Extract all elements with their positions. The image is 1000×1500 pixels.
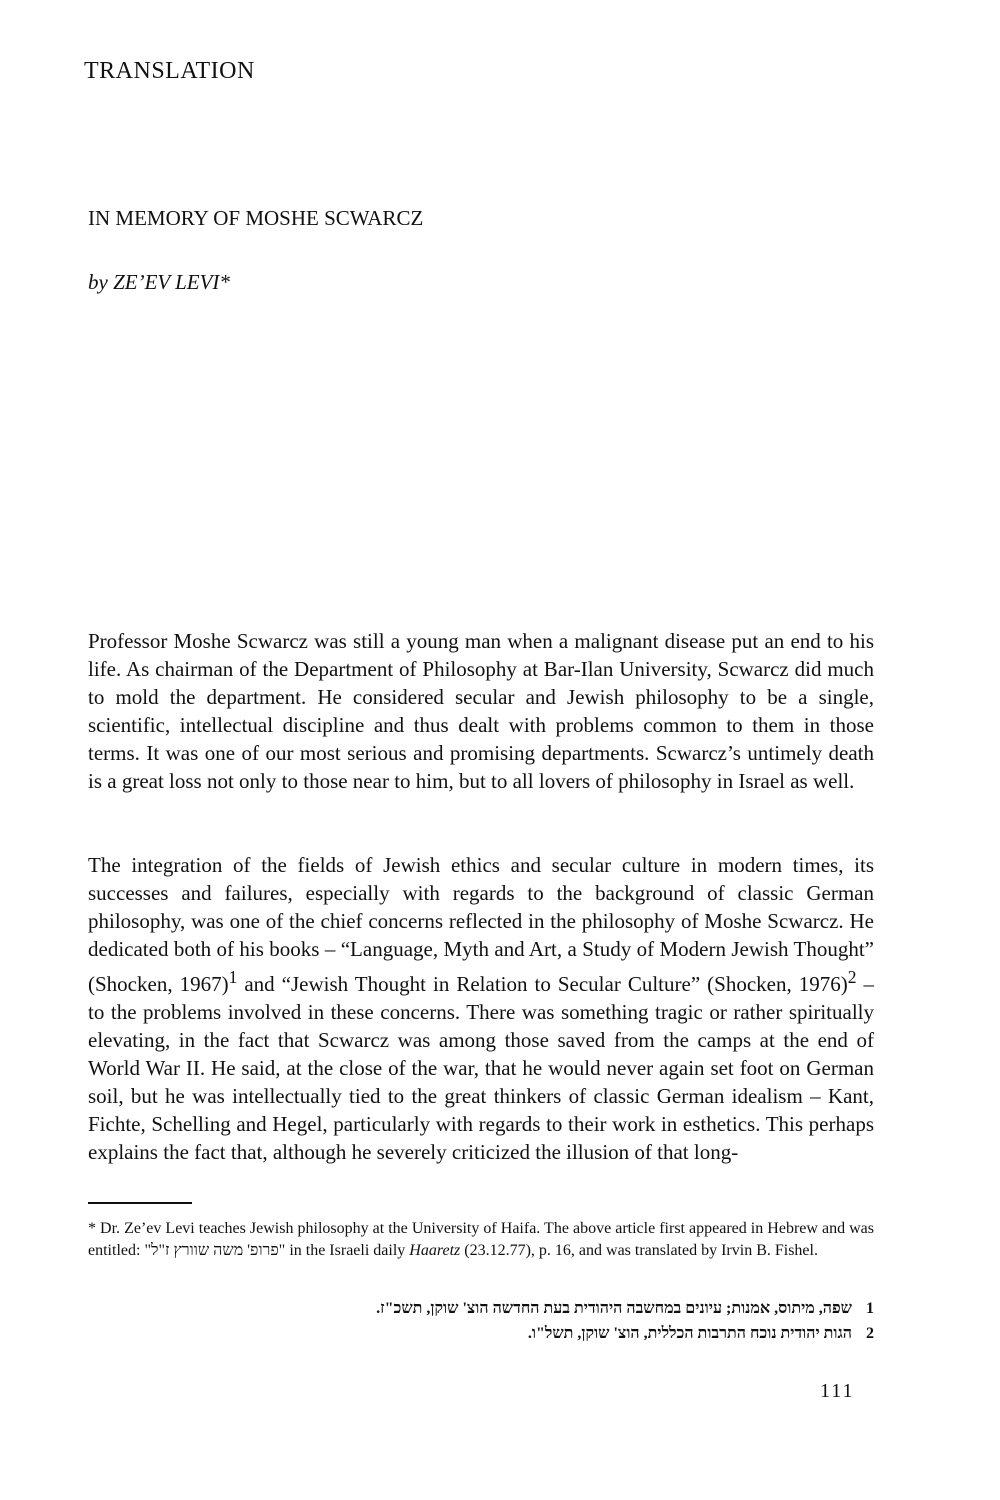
- author-footnote: [88, 1218, 874, 1262]
- hebrew-footnote-number: 2: [866, 1325, 874, 1342]
- page-number: 111: [820, 1380, 855, 1402]
- footnote-divider: [88, 1202, 192, 1204]
- hebrew-footnote-text: הגות יהודית נוכח התרבות הכללית, הוצ' שוקן, תשל"ו.: [527, 1325, 852, 1342]
- hebrew-title: "פרופ' משה שוורץ ז"ל": [144, 1242, 286, 1259]
- hebrew-footnote-number: 1: [866, 1300, 874, 1317]
- paragraph-text: and “Jewish Thought in Relation to Secular Culture” (Shocken, 1976): [237, 972, 848, 996]
- article-title: IN MEMORY OF MOSHE SCWARCZ: [88, 206, 424, 230]
- author-byline: by ZE’EV LEVI*: [88, 270, 230, 294]
- paragraph-text: The integration of the fields of Jewish ethics and secular culture in modern times, its successes and failures, especially with regards to the background of classic German philosophy, was one of the chief concerns reflected in the philosophy of Moshe Scwarcz. He dedicated both of his books – “Language, Myth and Art, a Study of Modern Jewish Thought” (Shocken, 1967): [88, 853, 874, 996]
- hebrew-footnote: [200, 1323, 874, 1345]
- footnote-marker: *: [88, 1220, 96, 1237]
- footnote-text: in the Israeli daily: [285, 1242, 410, 1259]
- paragraph-text: – to the problems involved in these concerns. There was something tragic or rather spiritually elevating, in the fact that Scwarcz was among those saved from the camps at the end of World War II. He said, at the close of the war, that he would never again set foot on German soil, but he was intellectually tied to the great thinkers of classic German idealism – Kant, Fichte, Schelling and Hegel, particularly with regards to their work in esthetics. This perhaps explains the fact that, although he severely criticized the illusion of that long-: [88, 972, 874, 1164]
- footnote-text: (23.12.77), p. 16, and was translated by Irvin B. Fishel.: [460, 1242, 818, 1259]
- hebrew-footnote-text: שפה, מיתוס, אמנות; עיונים במחשבה היהודית בעת החדשה הוצ' שוקן, תשכ"ז.: [376, 1300, 852, 1317]
- footnote-text: Dr. Ze’ev Levi teaches Jewish philosophy at the University of Haifa. The above article first appeared in Hebrew and was entitled:: [88, 1220, 874, 1259]
- body-paragraph: Professor Moshe Scwarcz was still a young man when a malignant disease put an end to his life. As chairman of the Department of Philosophy at Bar-Ilan University, Scwarcz did much to mold the department. He considered secular and Jewish philosophy to be a single, scientific, intellectual discipline and thus dealt with problems common to them in those terms. It was one of our most serious and promising departments. Scwarcz’s untimely death is a great loss not only to those near to him, but to all lovers of philosophy in Israel as well.: [88, 629, 874, 793]
- body-paragraph: [88, 851, 874, 1166]
- newspaper-name: Haaretz: [409, 1242, 461, 1259]
- section-label: TRANSLATION: [84, 58, 255, 84]
- footnote-ref: 1: [228, 967, 238, 987]
- hebrew-footnote: [200, 1298, 874, 1320]
- footnote-ref: 2: [847, 967, 857, 987]
